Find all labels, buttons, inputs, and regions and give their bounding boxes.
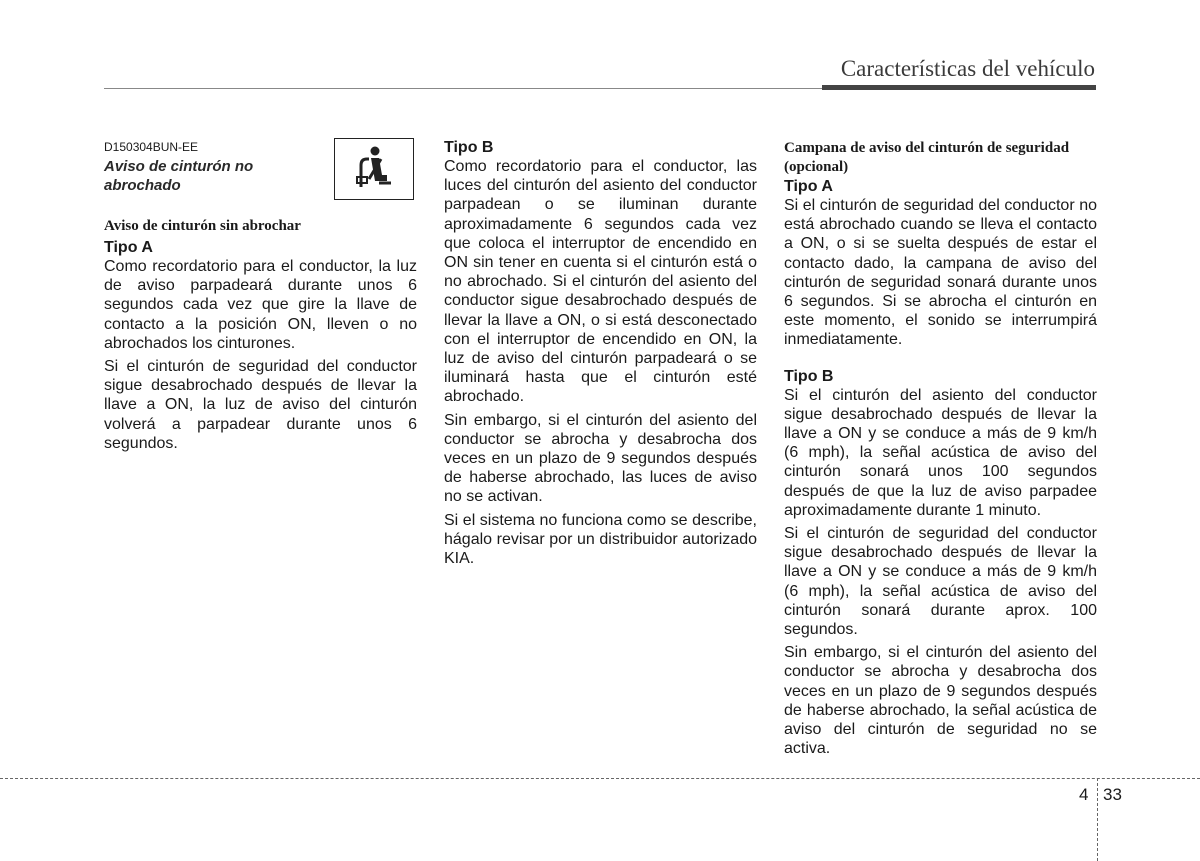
paragraph: Como recordatorio para el conductor, la luz de aviso parpadeará durante unos 6 segundos cada vez que gire la llave de contacto a la posición ON, lleven o no abrochados los cinturones.: [104, 258, 417, 352]
page-number: 33: [1103, 785, 1122, 804]
paragraph: Sin embargo, si el cinturón del asiento del conductor se abrocha y desabrocha dos veces en un plazo de 9 segundos después de haberse abrochado, las luces de aviso no se activan.: [444, 411, 757, 506]
paragraph: Si el cinturón del asiento del conductor sigue desabrochado después de llevar la llave a ON y se conduce a más de 9 km/h (6 mph), la señal acústica de aviso del cinturón sonará unos 100 segundos después de que la luz de aviso parpadee aproximadamente durante 1 minuto.: [784, 386, 1097, 519]
tipo-a-label: Tipo A: [104, 239, 153, 256]
paragraph: Si el sistema no funciona como se describe, hágalo revisar por un distribuidor autorizado KIA.: [444, 511, 757, 568]
footer-vertical-divider: [1097, 778, 1098, 861]
paragraph: Si el cinturón de seguridad del conductor no está abrochado cuando se lleva el contacto a ON, o si se suelta después de estar el contacto dado, la campana de aviso del cinturón de seguridad sonará durante unos 6 segundos. Si se abrocha el cinturón en este momento, el sonido se interrumpirá inmediatamente.: [784, 197, 1097, 349]
paragraph: Como recordatorio para el conductor, las luces del cinturón del asiento del conductor parpadean o se iluminan durante aproximadamente 6 segundos cada vez que coloca el interruptor de encendido en ON sin tener en cuenta si el cinturón está o no abrochado. Si el cinturón del asiento del conductor sigue desabrochado después de llevar la llave a ON, o si está desconectado con el interruptor de encendido en ON, la luz de aviso del cinturón parpadeará o se iluminará hasta que el cinturón esté abrochado.: [444, 158, 757, 406]
section-title: Aviso de cinturón no abrochado: [104, 158, 254, 194]
seatbelt-warning-icon: [334, 138, 414, 200]
header-rule-accent: [822, 85, 1096, 90]
tipo-b-label: Tipo B: [784, 367, 834, 385]
subheading: Campana de aviso del cinturón de seguridad (opcional): [784, 140, 1070, 175]
paragraph: Si el cinturón de seguridad del conductor sigue desabrochado después de llevar la llave a ON y se conduce a más de 9 km/h (6 mph), la señal acústica de aviso del cinturón sonará durante aprox. 100 segundos.: [784, 525, 1097, 639]
section-code: D150304BUN-EE: [104, 140, 199, 154]
page-header-title: Características del vehículo: [840, 56, 1095, 81]
tipo-b-label: Tipo B: [444, 139, 494, 156]
paragraph: Si el cinturón de seguridad del conductor sigue desabrochado después de llevar la llave a ON, la luz de aviso del cinturón volverá a parpadear durante unos 6 segundos.: [104, 358, 417, 452]
tipo-a-label: Tipo A: [784, 178, 833, 195]
subheading: Aviso de cinturón sin abrochar: [104, 218, 301, 234]
footer-divider: [0, 778, 1200, 779]
paragraph: Sin embargo, si el cinturón del asiento del conductor se abrocha y desabrocha dos veces en un plazo de 9 segundos después de haberse abrochado, la señal acústica de aviso del cinturón de seguridad no se activa.: [784, 644, 1097, 758]
chapter-number: 4: [1079, 785, 1089, 804]
